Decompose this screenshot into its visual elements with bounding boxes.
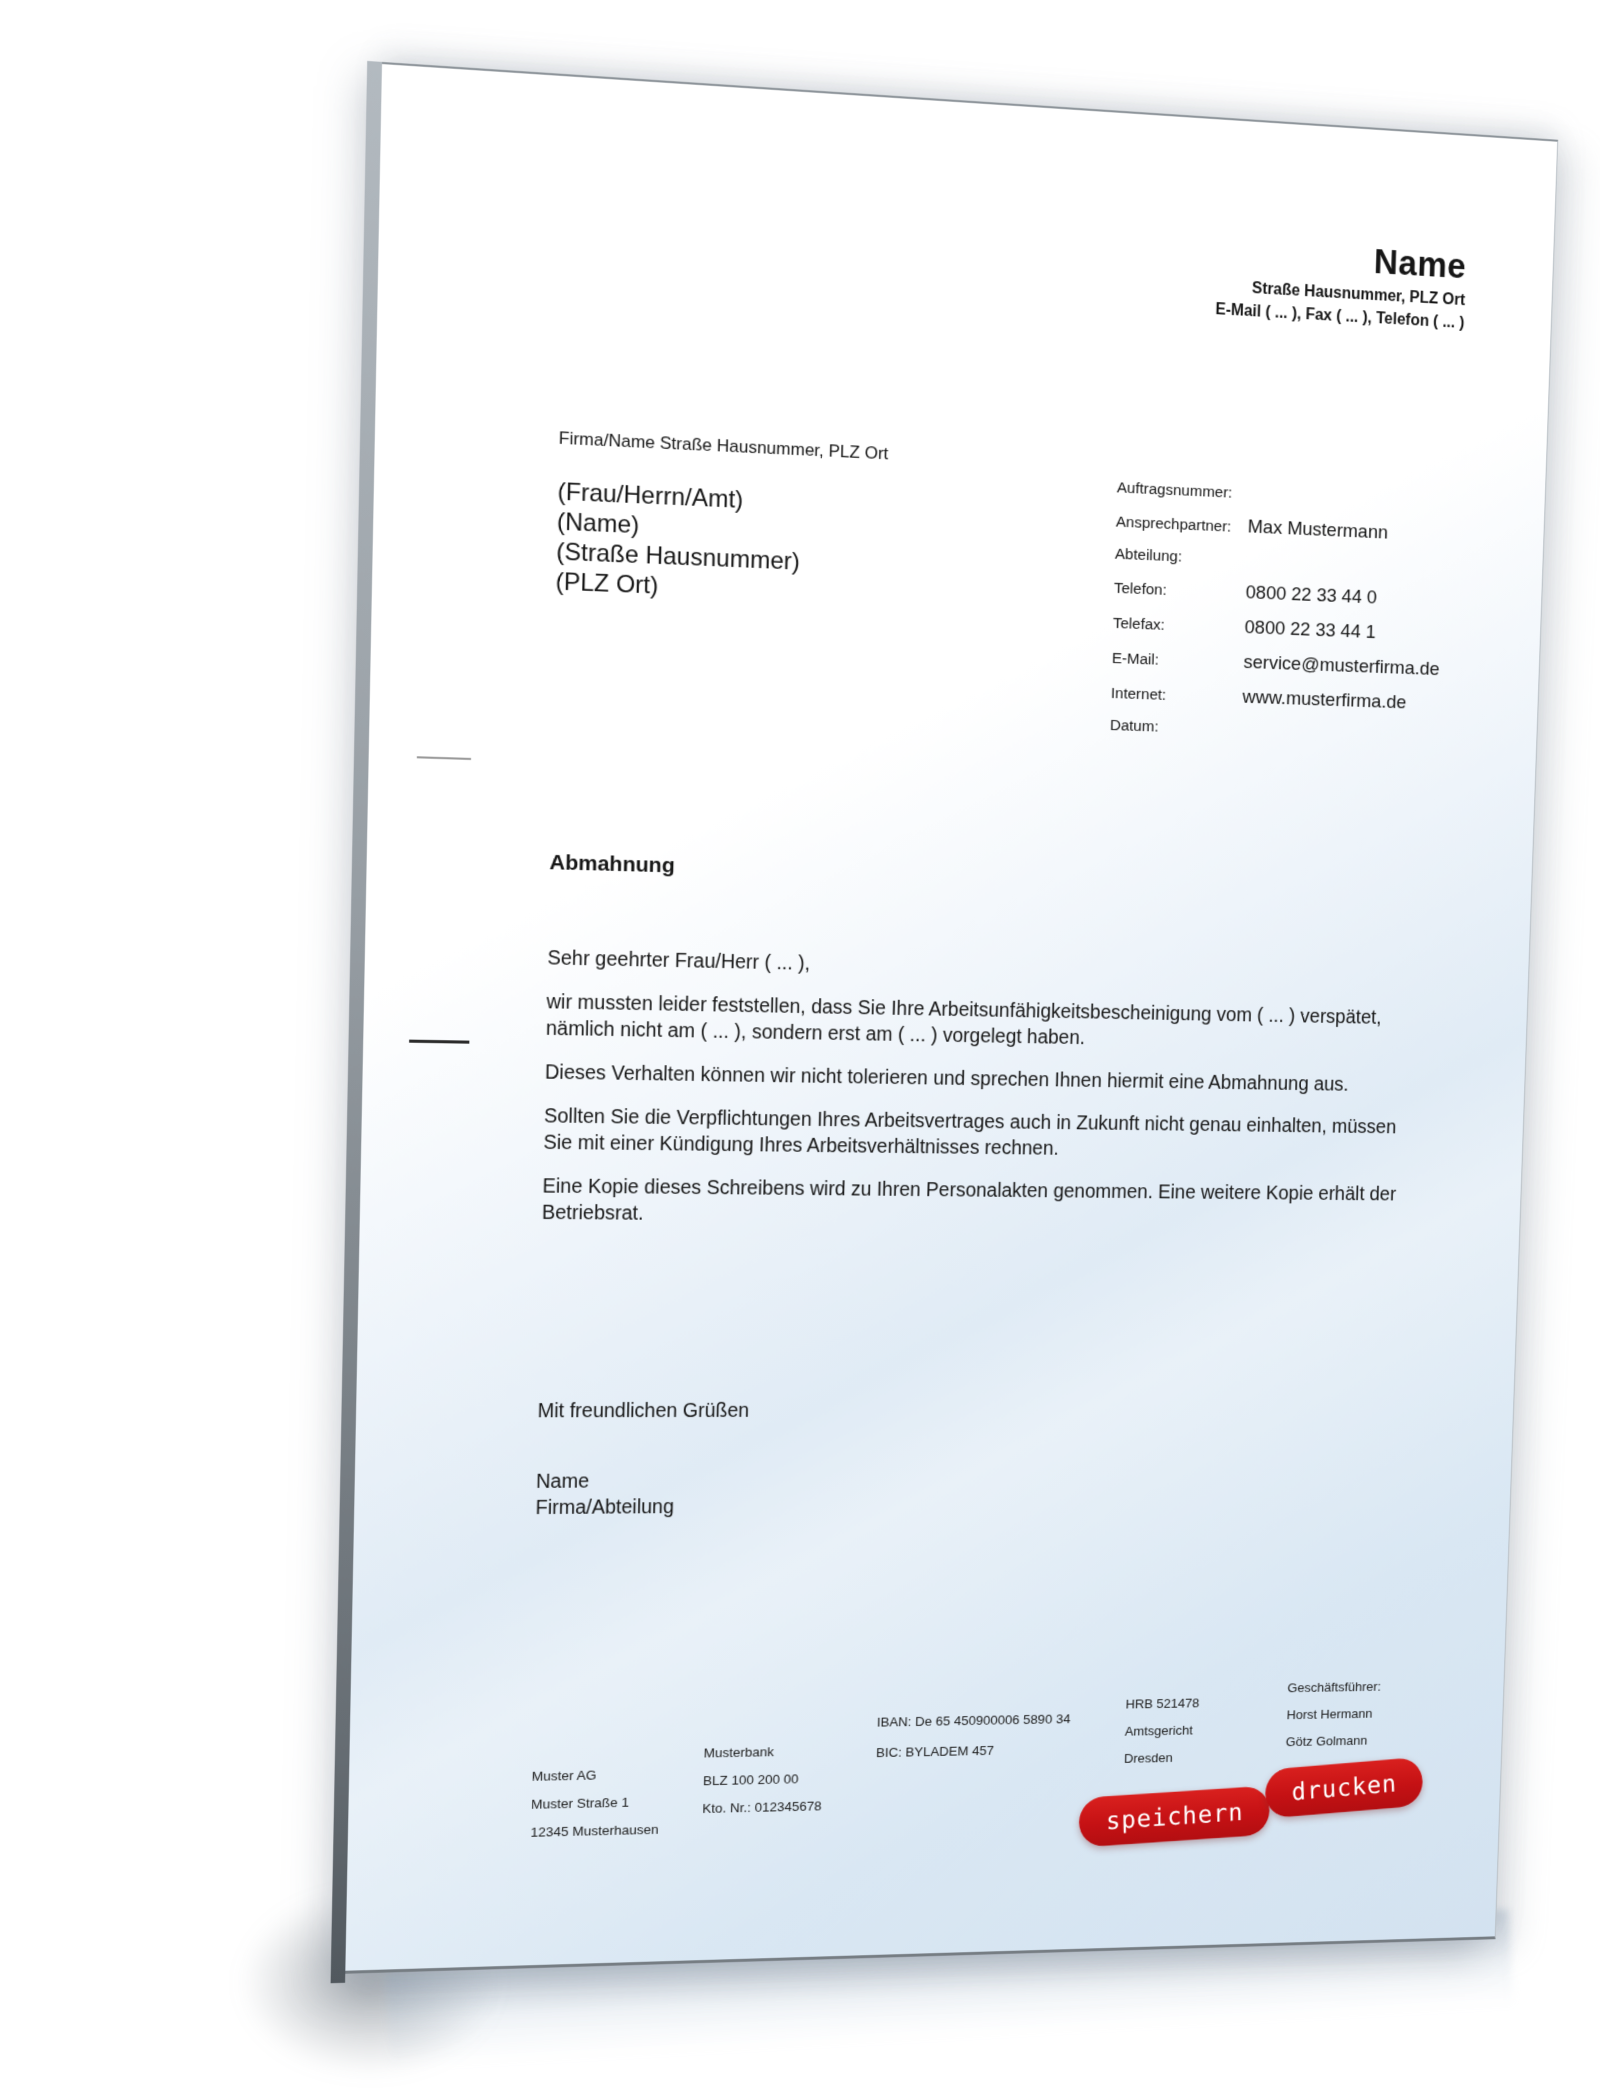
info-value-ansprechpartner: Max Mustermann (1247, 516, 1389, 544)
recipient-return-line: Firma/Name Straße Hausnummer, PLZ Ort (558, 428, 889, 464)
footer-iban-column (875, 1712, 1070, 1776)
info-label-auftragsnummer: Auftragsnummer: (1116, 479, 1233, 502)
center-punch-mark (409, 1040, 469, 1044)
body-paragraph-1: wir mussten leider feststellen, dass Sie Ihre Arbeitsunfähigkeitsbescheinigung vom ( ... ) verspätet, nämlich nicht am ( ... ), sondern erst am ( ... ) vorgelegt haben. (545, 990, 1382, 1050)
footer-management-column (1285, 1680, 1381, 1762)
info-label-internet: Internet: (1110, 684, 1167, 704)
info-value-abteilung (1247, 564, 1443, 572)
footer-hrb: HRB 521478 (1125, 1695, 1200, 1712)
footer-manager-1: Horst Hermann (1286, 1706, 1373, 1723)
letterhead (1215, 233, 1467, 333)
signature-company: Firma/Abteilung (535, 1496, 675, 1520)
footer-register-column (1123, 1697, 1199, 1780)
fold-mark (417, 756, 471, 760)
info-value-email: service@musterfirma.de (1243, 651, 1440, 681)
save-button[interactable]: speichern (1079, 1786, 1270, 1848)
body-paragraph-4: Eine Kopie dieses Schreibens wird zu Ihren Personalakten genommen. Eine weitere Kopie erhält der Betriebsrat. (541, 1175, 1397, 1225)
footer-bank-name: Musterbank (703, 1744, 775, 1761)
recipient-line-city: (PLZ Ort) (555, 567, 659, 600)
salutation: Sehr geehrter Frau/Herr ( ... ), (547, 946, 811, 975)
footer-court-city: Dresden (1123, 1750, 1173, 1766)
footer-bic: BIC: BYLADEM 457 (875, 1743, 995, 1761)
subject-line: Abmahnung (549, 850, 676, 878)
recipient-address (555, 477, 887, 610)
order-info-block (1110, 479, 1446, 746)
info-label-telefon: Telefon: (1113, 579, 1168, 599)
sender-contact: E-Mail ( ... ), Fax ( ... ), Telefon ( ... ) (1215, 301, 1465, 332)
info-label-abteilung: Abteilung: (1114, 545, 1183, 566)
footer-company-street: Muster Straße 1 (530, 1794, 630, 1812)
signature-block (535, 1468, 675, 1521)
recipient-block (555, 428, 888, 610)
footer-iban: IBAN: De 65 450900006 5890 34 (876, 1711, 1071, 1730)
info-value-internet: www.musterfirma.de (1242, 686, 1407, 714)
footer-bank-account: Kto. Nr.: 012345678 (702, 1798, 822, 1816)
info-value-telefax: 0800 22 33 44 1 (1244, 617, 1377, 644)
recipient-line-street: (Straße Hausnummer) (555, 537, 801, 576)
footer-management-label: Geschäftsführer: (1287, 1679, 1382, 1696)
sender-address: Straße Hausnummer, PLZ Ort (1251, 279, 1466, 310)
letter-body (541, 945, 1412, 1249)
info-label-datum: Datum: (1109, 716, 1159, 736)
signature-name: Name (535, 1470, 590, 1493)
footer-company-city: 12345 Musterhausen (530, 1821, 659, 1840)
info-label-ansprechpartner: Ansprechpartner: (1115, 513, 1232, 536)
recipient-line-salutation: (Frau/Herrn/Amt) (557, 477, 744, 515)
footer-manager-2: Götz Golmann (1285, 1733, 1368, 1750)
body-paragraph-3: Sollten Sie die Verpflichtungen Ihres Arbeitsvertrages auch in Zukunft nicht genau einhalten, müssen Sie mit einer Kündigung Ihres Arbeitsverhältnisses rechnen. (543, 1105, 1397, 1160)
recipient-line-name: (Name) (556, 507, 640, 540)
footer-bank-blz: BLZ 100 200 00 (702, 1771, 799, 1789)
footer-bank-column (702, 1744, 823, 1829)
info-label-telefax: Telefax: (1112, 614, 1166, 634)
letter-page (345, 62, 1558, 1974)
footer-company-name: Muster AG (531, 1767, 597, 1784)
closing-line: Mit freundlichen Grüßen (537, 1399, 750, 1423)
body-paragraph-2: Dieses Verhalten können wir nicht tolerieren und sprechen Ihnen hiermit eine Abmahnung aus. (544, 1061, 1349, 1096)
info-value-datum (1241, 734, 1437, 741)
info-value-telefon: 0800 22 33 44 0 (1245, 582, 1378, 609)
info-label-email: E-Mail: (1111, 649, 1160, 669)
print-button[interactable]: drucken (1265, 1757, 1424, 1819)
info-value-auftragsnummer (1249, 498, 1445, 507)
sender-name: Name (1373, 241, 1467, 287)
footer-court: Amtsgericht (1124, 1722, 1194, 1739)
footer-company-column (530, 1767, 660, 1853)
